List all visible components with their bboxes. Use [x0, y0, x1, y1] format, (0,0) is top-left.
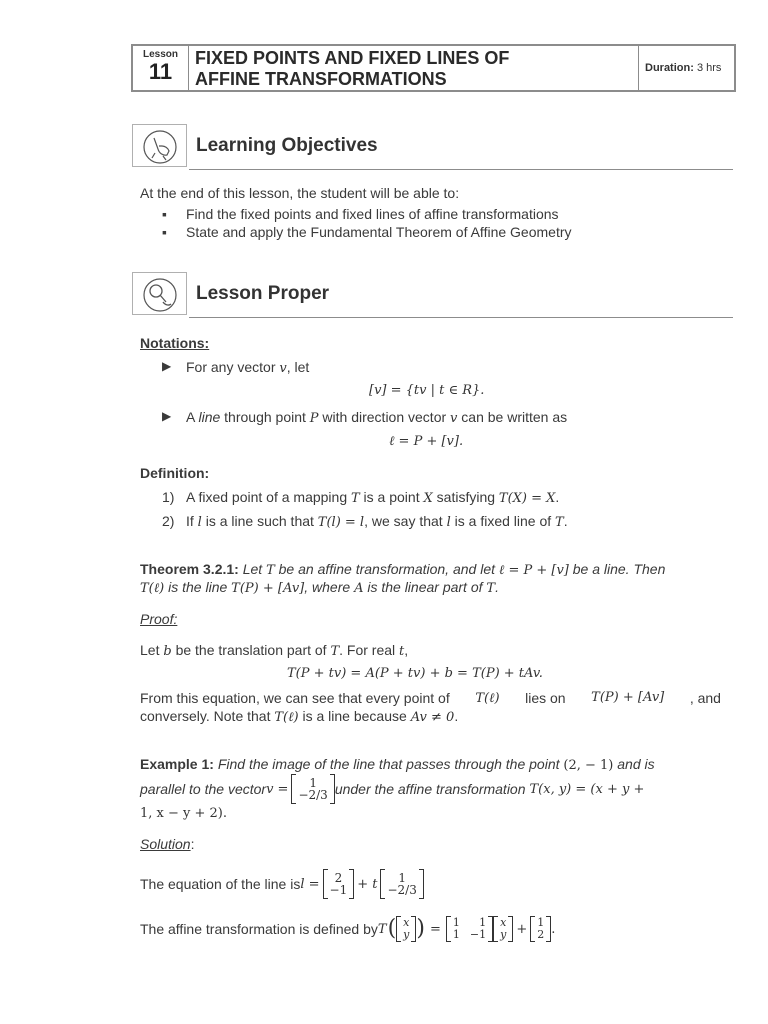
objective-item-2: State and apply the Fundamental Theorem of Affine Geometry: [186, 224, 572, 240]
text: , and: [689, 690, 721, 706]
m12: 1: [479, 916, 487, 929]
math-var: T: [555, 515, 564, 530]
math-var: X: [423, 491, 433, 506]
vector-top: 2: [334, 871, 343, 885]
pointing-hand-icon: [141, 129, 179, 165]
math-var: l =: [300, 876, 320, 892]
objectives-title: Learning Objectives: [196, 135, 378, 156]
text: is the linear part of: [363, 579, 487, 595]
equation-line: ℓ = P + [v].: [389, 434, 464, 449]
example-line-3: 1, x − y + 2).: [140, 806, 228, 821]
theorem-line-1: [140, 561, 730, 578]
vector-top: 1: [309, 776, 317, 790]
text: , where: [304, 579, 355, 595]
text: , we say that: [364, 513, 447, 529]
math-expr: T(P) + [Av]: [591, 690, 665, 705]
plus: +: [516, 921, 528, 937]
math-expr: ℓ = P + [v]: [498, 563, 569, 578]
duration-value: 3 hrs: [696, 62, 722, 74]
objective-item-1: Find the fixed points and fixed lines of affine transformations: [186, 206, 559, 222]
duration-cell: [638, 46, 734, 90]
input-vector: [396, 916, 416, 942]
right-bracket: [508, 916, 513, 942]
proof-line-1: [140, 642, 408, 659]
text: ,: [404, 642, 409, 658]
vector-entries: [535, 917, 546, 941]
text: . For real: [339, 642, 400, 658]
text: through point: [220, 409, 310, 425]
math-var: T: [351, 491, 360, 506]
text: :: [190, 836, 195, 852]
matrix-entries: [451, 917, 488, 941]
lesson-title-line1: FIXED POINTS AND FIXED LINES OF: [195, 48, 510, 68]
point-vector: [323, 869, 355, 899]
math-point: (2, − 1): [563, 758, 614, 773]
affine-definition: [140, 913, 555, 945]
text: , let: [286, 359, 310, 375]
text: The affine transformation is defined by: [140, 921, 378, 937]
variable-vector: [493, 916, 513, 942]
equation-span-v: [v] = {tv | t ∈ R}.: [369, 383, 485, 398]
text: satisfying: [432, 489, 499, 505]
definition-item-1: [186, 489, 559, 506]
lesson-number-cell: [133, 46, 189, 90]
definition-item-2: [186, 513, 568, 530]
math-expr: T(ℓ): [140, 581, 165, 596]
m11: 1: [452, 916, 460, 929]
m22: −1: [469, 928, 487, 941]
math-var: b: [163, 644, 172, 659]
plus-t: + t: [357, 876, 378, 892]
text: is a point: [359, 489, 424, 505]
definition-num-1: 1): [162, 489, 175, 505]
vector-bottom: −1: [329, 883, 348, 897]
definition-num-2: 2): [162, 513, 175, 529]
paren-right: ): [416, 916, 425, 941]
vector-top: x: [403, 916, 410, 929]
math-var: T: [377, 921, 387, 937]
math-var: T: [486, 581, 496, 596]
notation-item-2: [186, 409, 567, 426]
objective-bullet-2: ▪: [162, 224, 167, 240]
math-var: A: [354, 581, 364, 596]
text: is a line such that: [201, 513, 318, 529]
math-transform: T(x, y) = (x + y +: [529, 781, 645, 797]
objectives-divider: [189, 169, 733, 170]
vector-entries: [401, 917, 411, 941]
theorem-line-2: [140, 579, 730, 596]
vector-entries: [498, 917, 508, 941]
text: parallel to the vector: [140, 781, 267, 797]
right-bracket: [419, 869, 424, 899]
lesson-divider: [189, 317, 733, 318]
text: is a fixed line of: [450, 513, 556, 529]
vector-bottom: −2/3: [298, 788, 328, 802]
math-var: T: [330, 644, 340, 659]
math-var: l: [197, 515, 202, 530]
objectives-icon-box: [132, 124, 187, 167]
translation-vector: [530, 916, 551, 942]
text: be a line. Then: [568, 561, 666, 577]
text: From this equation, we can see that every point of: [140, 690, 450, 706]
notations-heading: Notations:: [140, 335, 210, 351]
proof-label: Proof:: [140, 611, 178, 627]
example-label: Example 1:: [140, 756, 214, 772]
vector-bottom: y: [500, 928, 507, 941]
lesson-title: [195, 48, 625, 90]
text: be an affine transformation, and let: [274, 561, 499, 577]
example-line-2: [140, 773, 644, 805]
equals: =: [429, 921, 441, 937]
text: and is: [613, 756, 655, 772]
text: under the affine transformation: [334, 781, 526, 797]
math-var: P: [309, 411, 319, 426]
duration-label: Duration:: [645, 62, 694, 74]
text: For any vector: [186, 359, 280, 375]
paren-left: (: [387, 916, 397, 941]
vector-top: 1: [537, 916, 545, 929]
direction-vector: [291, 774, 334, 804]
math-var: v: [450, 411, 458, 426]
m21: 1: [452, 928, 460, 941]
text: can be written as: [457, 409, 568, 425]
math-var: v: [279, 361, 287, 376]
solution-heading: [140, 836, 194, 852]
vector-top: x: [500, 916, 507, 929]
arrow-bullet-1: ▶: [162, 359, 172, 373]
proof-line-2: [140, 690, 721, 706]
math-var: T: [266, 563, 275, 578]
objectives-intro: At the end of this lesson, the student will be able to:: [140, 185, 460, 201]
proof-equation: T(P + tv) = A(P + tv) + b = T(P) + tAv.: [287, 666, 543, 681]
lesson-number: 11: [148, 59, 173, 84]
text-italic: line: [198, 409, 221, 425]
lesson-icon-box: [132, 272, 187, 315]
text: Let: [140, 642, 164, 658]
vector-top: 1: [398, 871, 406, 885]
lesson-proper-title: Lesson Proper: [196, 283, 330, 304]
right-bracket: [349, 869, 354, 899]
vector-bottom: y: [403, 928, 410, 941]
math-var: l: [446, 515, 451, 530]
text: .: [563, 513, 568, 529]
math-expr: T(ℓ): [475, 691, 500, 706]
objective-bullet-1: ▪: [162, 206, 167, 222]
text: lies on: [525, 690, 566, 706]
vector-entries: [296, 777, 329, 801]
vector-bottom: −2/3: [387, 883, 417, 897]
text: .: [495, 579, 499, 595]
magnifier-hand-icon: [141, 277, 179, 313]
math-expr: T(X) = X: [498, 491, 556, 506]
text: A: [186, 409, 199, 425]
lesson-title-line2: AFFINE TRANSFORMATIONS: [195, 69, 447, 89]
text: conversely. Note that: [140, 708, 275, 724]
arrow-bullet-2: ▶: [162, 409, 172, 423]
text: Let: [238, 561, 267, 577]
lesson-label: Lesson: [142, 49, 178, 60]
text: with direction vector: [318, 409, 451, 425]
math-expr: Av ≠ 0: [410, 710, 455, 725]
notation-item-1: [186, 359, 309, 376]
math-expr: T(P) + [Av]: [231, 581, 305, 596]
vector-bottom: 2: [537, 928, 545, 941]
math-expr: T(l) = l: [317, 515, 365, 530]
text: is the line: [164, 579, 232, 595]
definition-heading: Definition:: [140, 465, 210, 481]
direction-vector-2: [380, 869, 423, 899]
example-line-1: [140, 756, 725, 773]
math-var: v =: [266, 781, 289, 797]
vector-entries: [328, 872, 350, 896]
text: A fixed point of a mapping: [186, 489, 351, 505]
period: .: [551, 921, 556, 937]
proof-line-3: [140, 708, 458, 725]
solution-label: Solution: [140, 836, 191, 852]
text: Find the image of the line that passes through the point: [213, 756, 564, 772]
text: The equation of the line is: [140, 876, 301, 892]
text: .: [555, 489, 560, 505]
text: If: [186, 513, 198, 529]
text: is a line because: [298, 708, 411, 724]
line-equation: [140, 867, 424, 901]
theorem-label: Theorem 3.2.1:: [140, 561, 239, 577]
lesson-header: [131, 44, 736, 92]
linear-matrix: [446, 916, 493, 942]
text: .: [454, 708, 459, 724]
text: be the translation part of: [171, 642, 331, 658]
math-expr: T(ℓ): [274, 710, 299, 725]
vector-entries: [385, 872, 418, 896]
math-var: t: [399, 644, 405, 659]
